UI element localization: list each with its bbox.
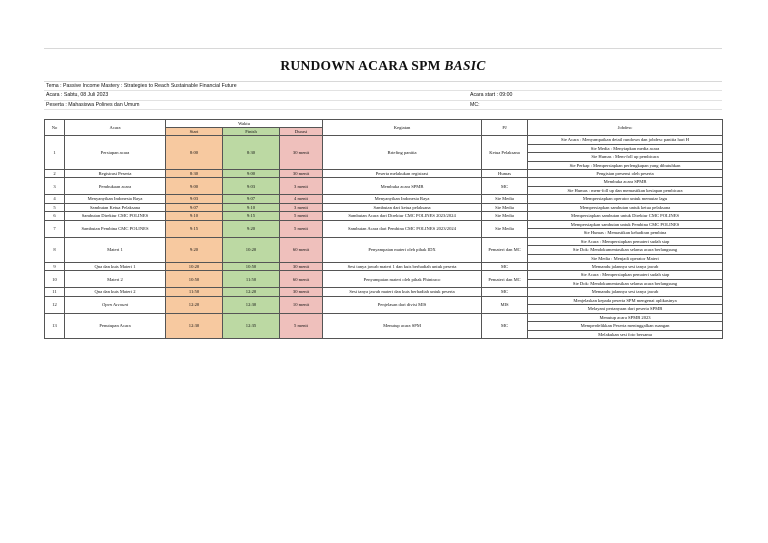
row-finish: 9:07 xyxy=(223,195,280,203)
row-finish: 8:30 xyxy=(223,136,280,170)
row-jobdesc: Sie Dok: Mendokumentasikan selama acara berlangsung xyxy=(528,246,723,254)
row-finish: 9:03 xyxy=(223,178,280,195)
row-pj: Sie Media xyxy=(482,203,528,211)
header-no: No xyxy=(45,120,65,136)
row-kegiatan: Sambutan Acara dari Pembina CMC POLINES 2023/2024 xyxy=(323,220,482,237)
row-jobdesc: Sie Acara : Menyampaikan detail rundown dan jobdesc panitia hari H xyxy=(528,136,723,144)
table-row xyxy=(45,313,723,321)
row-jobdesc: Sie Humas : Mem-foll up pembicara xyxy=(528,153,723,161)
row-finish: 9:00 xyxy=(223,169,280,177)
row-kegiatan: Sambutan dari ketua pelaksana xyxy=(323,203,482,211)
table-row xyxy=(45,212,723,220)
row-finish: 9:10 xyxy=(223,203,280,211)
header-waktu: Waktu xyxy=(166,120,323,128)
row-durasi: 60 menit xyxy=(280,271,323,288)
row-no: 11 xyxy=(45,288,65,296)
table-row xyxy=(45,136,723,144)
row-no: 13 xyxy=(45,313,65,338)
row-jobdesc: Sie Media : Menjadi operator Materi xyxy=(528,254,723,262)
row-durasi: 5 menit xyxy=(280,220,323,237)
row-jobdesc: Memandu jalannya sesi tanya jawab xyxy=(528,262,723,270)
rundown-table xyxy=(44,119,723,339)
row-finish: 10:50 xyxy=(223,262,280,270)
row-kegiatan: Sambutan Acara dari Direktur CMC POLINES 2023/2024 xyxy=(323,212,482,220)
row-acara: Persiapan acara xyxy=(65,136,166,170)
row-start: 9:07 xyxy=(166,203,223,211)
row-pj: MC xyxy=(482,262,528,270)
row-jobdesc: Menutup acara SPMB 2023 xyxy=(528,313,723,321)
row-durasi: 30 menit xyxy=(280,288,323,296)
row-kegiatan: Peserta melakukan registrasi xyxy=(323,169,482,177)
row-kegiatan: Menutup acara SPM xyxy=(323,313,482,338)
row-jobdesc: Sie Humas : Memastikan kehadiran pembina xyxy=(528,229,723,237)
row-no: 1 xyxy=(45,136,65,170)
row-acara: Open Account xyxy=(65,296,166,313)
row-no: 12 xyxy=(45,296,65,313)
row-kegiatan: Sesi tanya jawab materi 1 dan kuis berhadiah untuk peserta xyxy=(323,262,482,270)
acara-date-text: Acara : Sabtu, 08 Juli 2023 xyxy=(46,92,109,99)
row-jobdesc: Mempersiapkan sambutan untuk Direktur CMC POLINES xyxy=(528,212,723,220)
row-start: 9:15 xyxy=(166,220,223,237)
row-jobdesc: Sie Humas : mem-foll up dan memastikan kesiapan pembicara xyxy=(528,186,723,194)
row-jobdesc: Memperdelikkan Peserta meninggalkan ruangan xyxy=(528,322,723,330)
table-row xyxy=(45,178,723,186)
row-acara: Qna dan kuis Materi 1 xyxy=(65,262,166,270)
row-acara: Pembukaan acara xyxy=(65,178,166,195)
row-durasi: 3 menit xyxy=(280,203,323,211)
row-start: 12:20 xyxy=(166,296,223,313)
header-finish: Finish xyxy=(223,128,280,136)
row-pj: Sie Media xyxy=(482,195,528,203)
row-jobdesc: Membuka acara SPMB xyxy=(528,178,723,186)
table-row xyxy=(45,220,723,228)
table-row xyxy=(45,262,723,270)
row-start: 10:20 xyxy=(166,262,223,270)
row-finish: 9:15 xyxy=(223,212,280,220)
row-jobdesc: Mempersiapkan sambutan untuk Pembina CMC POLINES xyxy=(528,220,723,228)
row-durasi: 30 menit xyxy=(280,262,323,270)
table-row xyxy=(45,271,723,279)
row-finish: 12:30 xyxy=(223,296,280,313)
row-kegiatan: Penyampaian materi oleh pihak Phintraco xyxy=(323,271,482,288)
row-pj: Pemateri dan MC xyxy=(482,271,528,288)
row-no: 5 xyxy=(45,203,65,211)
row-durasi: 60 menit xyxy=(280,237,323,262)
row-kegiatan: Briefing panitia xyxy=(323,136,482,170)
mc-text: MC: xyxy=(470,101,480,108)
table-row xyxy=(45,237,723,245)
row-kegiatan: Sesi tanya jawab materi dan kuis berhadiah untuk peserta xyxy=(323,288,482,296)
row-pj: Sie Media xyxy=(482,220,528,237)
row-no: 10 xyxy=(45,271,65,288)
row-acara: Materi 2 xyxy=(65,271,166,288)
row-start: 9:00 xyxy=(166,178,223,195)
row-finish: 10:20 xyxy=(223,237,280,262)
rundown-body xyxy=(45,136,723,339)
peserta-text: Peserta : Mahasiswa Polines dan Umum xyxy=(46,101,140,108)
row-jobdesc: Sie Media : Menyiapkan media acara xyxy=(528,144,723,152)
row-durasi: 5 menit xyxy=(280,212,323,220)
row-durasi: 5 menit xyxy=(280,313,323,338)
row-jobdesc: Pengisian presensi oleh peserta xyxy=(528,169,723,177)
row-acara: Qna dan kuis Materi 2 xyxy=(65,288,166,296)
row-durasi: 30 menit xyxy=(280,169,323,177)
row-acara: Sambutan Pembina CMC POLINES xyxy=(65,220,166,237)
table-row xyxy=(45,203,723,211)
header-kegiatan: Kegiatan xyxy=(323,120,482,136)
row-acara: Registrasi Peserta xyxy=(65,169,166,177)
row-durasi: 10 menit xyxy=(280,296,323,313)
row-pj: Humas xyxy=(482,169,528,177)
header-start: Start xyxy=(166,128,223,136)
row-jobdesc: Memandu jalannya sesi tanya jawab xyxy=(528,288,723,296)
header-durasi: Durasi xyxy=(280,128,323,136)
tema-text: Tema : Passive Income Mastery : Strategies to Reach Sustainable Financial Future xyxy=(46,83,237,89)
row-acara: Materi 1 xyxy=(65,237,166,262)
row-jobdesc: Mempersiapkan operator untuk memutar lagu xyxy=(528,195,723,203)
row-durasi: 30 menit xyxy=(280,136,323,170)
header-pj: PJ xyxy=(482,120,528,136)
row-acara: Menyanyikan Indonesia Raya xyxy=(65,195,166,203)
row-no: 2 xyxy=(45,169,65,177)
row-finish: 12:20 xyxy=(223,288,280,296)
row-finish: 12:35 xyxy=(223,313,280,338)
row-jobdesc: Sie Perkap : Mempersiapkan perlengkapan yang dibutuhkan xyxy=(528,161,723,169)
row-pj: MC xyxy=(482,288,528,296)
row-acara: Sambutan Direktur CMC POLINES xyxy=(65,212,166,220)
header-jobdesc: Jobdesc xyxy=(528,120,723,136)
row-pj: MC xyxy=(482,178,528,195)
table-row xyxy=(45,288,723,296)
row-pj: Ketua Pelaksana xyxy=(482,136,528,170)
row-pj: Pemateri dan MC xyxy=(482,237,528,262)
row-start: 12:30 xyxy=(166,313,223,338)
row-start: 9:03 xyxy=(166,195,223,203)
header-acara: Acara xyxy=(65,120,166,136)
row-finish: 11:50 xyxy=(223,271,280,288)
row-jobdesc: Sie Acara : Mempersiapkan pemateri sudah siap xyxy=(528,271,723,279)
acara-start-text: Acara start : 09:00 xyxy=(470,92,513,99)
table-row xyxy=(45,296,723,304)
row-no: 3 xyxy=(45,178,65,195)
title-main: RUNDOWN ACARA SPM xyxy=(280,58,445,73)
row-jobdesc: Melakukan sesi foto bersama xyxy=(528,330,723,338)
spreadsheet xyxy=(44,48,722,339)
row-acara: Sambutan Ketua Pelaksana xyxy=(65,203,166,211)
row-durasi: 4 menit xyxy=(280,195,323,203)
row-start: 9:20 xyxy=(166,237,223,262)
row-jobdesc: Sie Dok: Mendokumentasikan selama acara berlangsung xyxy=(528,279,723,287)
event-info xyxy=(44,82,722,110)
row-start: 8:00 xyxy=(166,136,223,170)
row-durasi: 3 menit xyxy=(280,178,323,195)
row-jobdesc: Mempersiapkan sambutan untuk ketua pelaksana xyxy=(528,203,723,211)
table-row xyxy=(45,169,723,177)
row-no: 4 xyxy=(45,195,65,203)
table-row xyxy=(45,195,723,203)
row-acara: Penutupan Acara xyxy=(65,313,166,338)
row-start: 9:10 xyxy=(166,212,223,220)
row-no: 6 xyxy=(45,212,65,220)
row-kegiatan: Menyanyikan Indonesia Raya xyxy=(323,195,482,203)
row-finish: 9:20 xyxy=(223,220,280,237)
row-jobdesc: Sie Acara : Mempersiapkan pemateri sudah siap xyxy=(528,237,723,245)
title-italic: BASIC xyxy=(444,58,486,73)
row-start: 11:50 xyxy=(166,288,223,296)
row-pj: MC xyxy=(482,313,528,338)
row-pj: Sie Media xyxy=(482,212,528,220)
row-kegiatan: Membuka acara SPMB xyxy=(323,178,482,195)
row-no: 8 xyxy=(45,237,65,262)
row-kegiatan: Penjelasan dari divisi MIS xyxy=(323,296,482,313)
row-no: 9 xyxy=(45,262,65,270)
document-title xyxy=(44,48,722,82)
row-start: 8:30 xyxy=(166,169,223,177)
row-pj: MIS xyxy=(482,296,528,313)
row-jobdesc: Menjelaskan kepada peserta SPM mengenai aplikasinya xyxy=(528,296,723,304)
row-no: 7 xyxy=(45,220,65,237)
row-kegiatan: Penyampaian materi oleh pihak IDX xyxy=(323,237,482,262)
row-start: 10:50 xyxy=(166,271,223,288)
row-jobdesc: Melayani pertanyaan dari peserta SPMB xyxy=(528,305,723,313)
